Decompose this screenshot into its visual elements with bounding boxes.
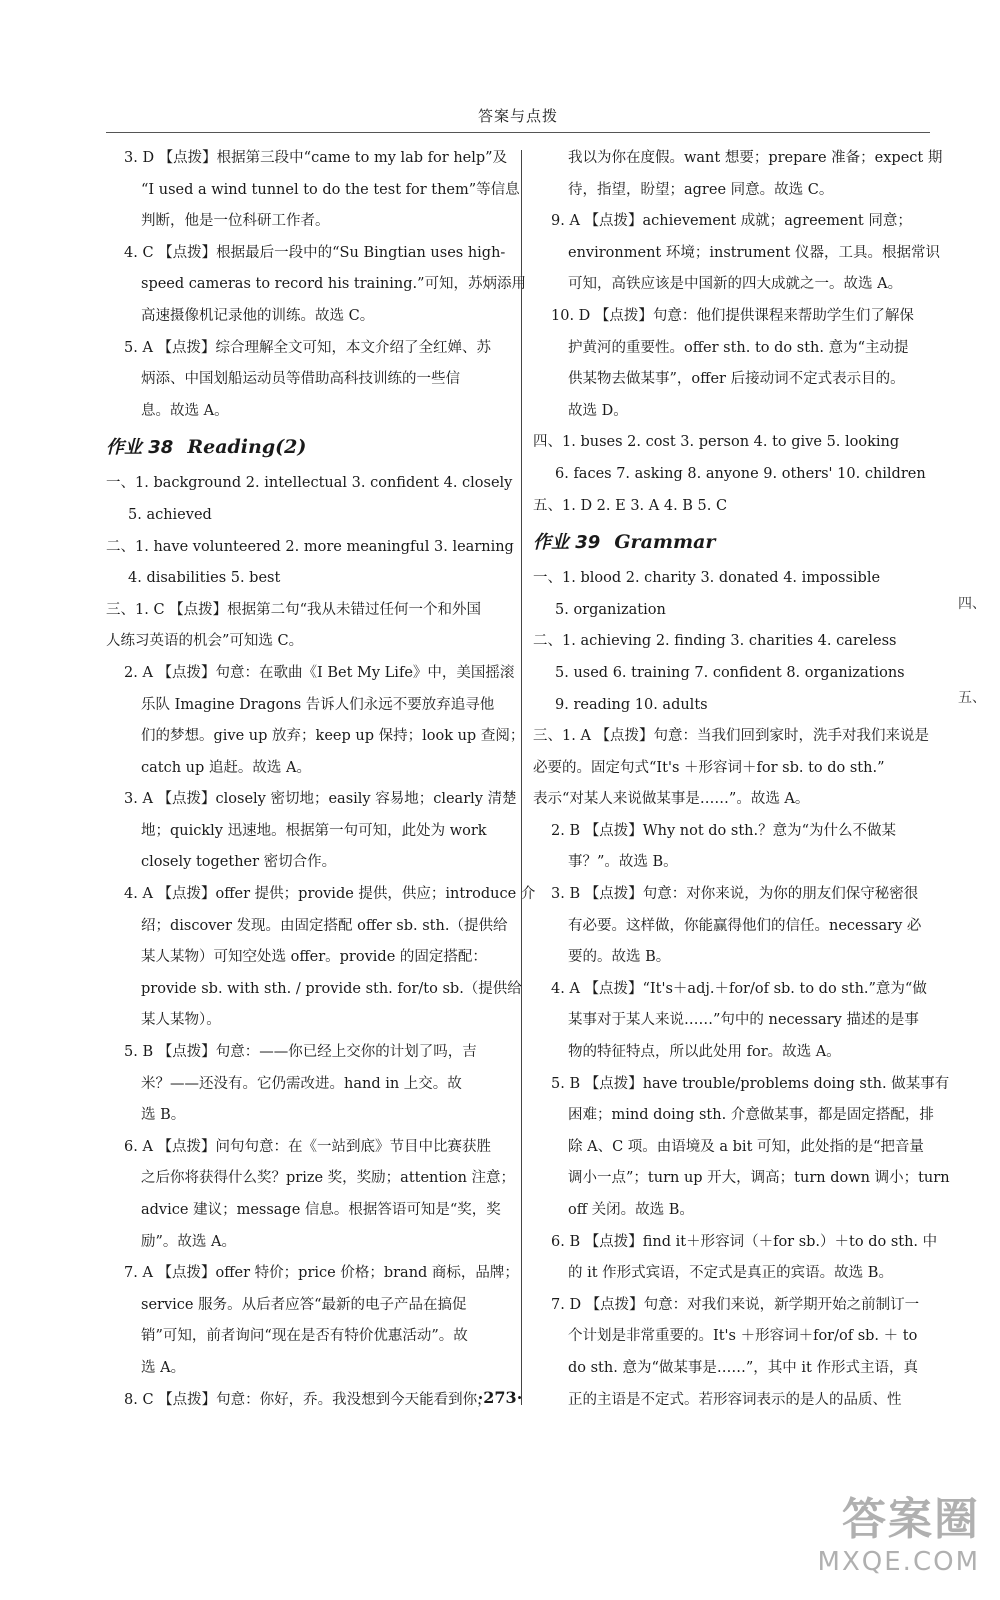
homework-39-subtitle: Grammar	[614, 531, 716, 554]
answer-line: “I used a wind tunnel to do the test for them”等信息	[141, 181, 520, 198]
answer-line: 4. C 【点拨】根据最后一段中的“Su Bingtian uses high-	[124, 244, 506, 261]
answer-line: 乐队 Imagine Dragons 告诉人们永远不要放弃追寻他	[141, 696, 495, 713]
homework-39-title	[533, 524, 930, 561]
answer-line: 供某物去做某事”，offer 后接动词不定式表示目的。	[568, 371, 905, 388]
answer-line: 地；quickly 迅速地。根据第一句可知，此处为 work	[141, 822, 487, 839]
answer-line: 5. B 【点拨】have trouble/problems doing sth. 做某事有	[551, 1075, 950, 1092]
answer-line: 某人某物）。	[141, 1012, 221, 1029]
answer-line: 3. A 【点拨】closely 密切地；easily 容易地；clearly 清楚	[124, 791, 517, 808]
homework-39-label: 作业 39	[533, 532, 601, 554]
answer-section	[533, 626, 930, 721]
answer-line: 三、1. C 【点拨】根据第二句“我从未错过任何一个和外国	[106, 601, 482, 618]
answer-section	[106, 468, 513, 531]
answer-line: 销”可知，前者询问“现在是否有特价优惠活动”。故	[141, 1328, 468, 1345]
answer-line: 们的梦想。give up 放弃；keep up 保持；look up 查阅；	[141, 728, 525, 745]
answer-line: 五、1. D 2. E 3. A 4. B 5. C	[533, 497, 728, 514]
answer-line: 炳添、中国划船运动员等借助高科技训练的一些信	[141, 371, 460, 388]
margin-mark-5: 五、	[958, 690, 986, 706]
answer-item	[533, 879, 930, 974]
answer-item	[106, 879, 536, 1037]
answer-line: closely together 密切合作。	[141, 854, 337, 871]
homework-38-title	[106, 429, 506, 466]
answer-item	[533, 1069, 950, 1227]
answer-line: 5. used 6. training 7. confident 8. organizations	[555, 664, 905, 681]
answer-section	[533, 427, 930, 490]
answer-line: 3. D 【点拨】根据第三段中“came to my lab for help”及	[124, 150, 508, 166]
answer-item	[533, 1227, 938, 1290]
answer-item	[106, 595, 506, 658]
answer-line: 4. disabilities 5. best	[128, 570, 281, 587]
answer-line: 要的。故选 B。	[568, 949, 671, 966]
answer-line: environment 环境；instrument 仪器，工具。根据常识	[568, 244, 940, 261]
answer-item	[533, 301, 930, 427]
answer-line: 判断，他是一位科研工作者。	[141, 213, 330, 230]
answer-line: 励”。故选 A。	[141, 1233, 236, 1250]
answer-line: 物的特征特点，所以此处用 for。故选 A。	[568, 1044, 841, 1061]
answer-line: 10. D 【点拨】句意：他们提供课程来帮助学生们了解保	[551, 307, 914, 324]
answer-line: 三、1. A 【点拨】句意：当我们回到家时，洗手对我们来说是	[533, 728, 930, 745]
answer-line: 护黄河的重要性。offer sth. to do sth. 意为“主动提	[568, 339, 909, 356]
answer-line: 4. A 【点拨】“It's＋adj.＋for/of sb. to do sth.”意为“做	[551, 980, 927, 997]
answer-line: off 关闭。故选 B。	[568, 1202, 694, 1218]
answer-line: 9. A 【点拨】achievement 成就；agreement 同意；	[551, 213, 912, 230]
answer-line: 选 A。	[141, 1359, 186, 1376]
answer-section	[533, 491, 930, 523]
answer-line: 绍；discover 发现。由固定搭配 offer sb. sth.（提供给	[141, 917, 508, 934]
answer-item	[106, 1385, 506, 1417]
answer-line: 6. B 【点拨】find it＋形容词（＋for sb.）＋to do sth. 中	[551, 1233, 938, 1250]
answer-item-continued	[533, 143, 943, 206]
answer-line: 故选 D。	[568, 402, 628, 419]
answer-line: 4. A 【点拨】offer 提供；provide 提供，供应；introduce 介	[124, 886, 536, 903]
page-number: ·273·	[477, 1388, 523, 1407]
answer-line: 正的主语是不定式。若形容词表示的是人的品质、性	[568, 1391, 902, 1408]
answer-item	[106, 333, 506, 428]
header-rule	[106, 132, 930, 133]
answer-line: 5. A 【点拨】综合理解全文可知，本文介绍了全红婵、苏	[124, 339, 492, 356]
answer-line: 调小一点”；turn up 开大，调高；turn down 调小；turn	[568, 1170, 950, 1187]
page-header: 答案与点拨	[477, 107, 558, 125]
answer-line: 我以为你在度假。want 想要；prepare 准备；expect 期	[568, 150, 943, 166]
answer-item	[533, 974, 930, 1069]
answer-line: 7. A 【点拨】offer 特价；price 价格；brand 商标，品牌；	[124, 1265, 519, 1282]
answer-line: 8. C 【点拨】句意：你好，乔。我没想到今天能看到你，	[124, 1391, 492, 1408]
answer-item	[533, 206, 940, 301]
answer-line: provide sb. with sth. / provide sth. for/to sb.（提供给	[141, 980, 522, 997]
answer-item	[106, 1037, 506, 1132]
answer-item	[533, 721, 930, 816]
answer-line: 2. B 【点拨】Why not do sth.？意为“为什么不做某	[551, 822, 897, 839]
answer-line: 5. achieved	[128, 506, 212, 523]
left-column	[106, 143, 536, 1416]
answer-line: 9. reading 10. adults	[555, 696, 708, 713]
answer-line: 息。故选 A。	[141, 402, 229, 419]
answer-line: 待，指望，盼望；agree 同意。故选 C。	[568, 181, 834, 198]
answer-line: 6. faces 7. asking 8. anyone 9. others' 10. children	[555, 465, 926, 482]
answer-line: 高速摄像机记录他的训练。故选 C。	[141, 307, 375, 324]
answer-line: 某人某物）可知空处选 offer。provide 的固定搭配：	[141, 949, 487, 966]
answer-line: advice 建议；message 信息。根据答语可知是“奖，奖	[141, 1202, 501, 1218]
answer-line: 二、1. have volunteered 2. more meaningful 3. learning	[106, 538, 514, 555]
answer-line: speed cameras to record his training.”可知，苏炳添用	[141, 276, 527, 293]
watermark-text: 答案圈	[842, 1494, 980, 1545]
answer-item	[533, 816, 930, 879]
watermark-url: MXQE.COM	[817, 1547, 980, 1577]
answer-item	[106, 1258, 519, 1384]
answer-line: 可知，高铁应该是中国新的四大成就之一。故选 A。	[568, 276, 903, 293]
answer-line: 米？——还没有。它仍需改进。hand in 上交。故	[141, 1075, 462, 1092]
column-divider	[521, 150, 522, 1405]
answer-line: 四、1. buses 2. cost 3. person 4. to give 5. looking	[533, 434, 900, 451]
answer-line: 6. A 【点拨】问句句意：在《一站到底》节目中比赛获胜	[124, 1138, 492, 1155]
answer-line: 一、1. background 2. intellectual 3. confident 4. closely	[106, 475, 513, 492]
answer-line: 5. B 【点拨】句意：——你已经上交你的计划了吗，吉	[124, 1044, 477, 1061]
answer-line: 3. B 【点拨】句意：对你来说，为你的朋友们保守秘密很	[551, 886, 919, 903]
answer-line: 有必要。这样做，你能赢得他们的信任。necessary 必	[568, 917, 922, 934]
answer-item	[106, 238, 527, 333]
answer-item	[106, 1132, 516, 1258]
answer-line: 5. organization	[555, 601, 666, 618]
right-column	[533, 143, 950, 1416]
answer-line: 必要的。固定句式“It's ＋形容词＋for sb. to do sth.”	[533, 759, 885, 776]
answer-line: 的 it 作形式宾语，不定式是真正的宾语。故选 B。	[568, 1265, 893, 1282]
answer-line: 一、1. blood 2. charity 3. donated 4. impossible	[533, 570, 881, 587]
answer-line: do sth. 意为“做某事是……”，其中 it 作形式主语，真	[568, 1359, 918, 1376]
homework-38-label: 作业 38	[106, 437, 174, 459]
answer-line: 除 A、C 项。由语境及 a bit 可知，此处指的是“把音量	[568, 1138, 924, 1155]
homework-38-subtitle: Reading(2)	[187, 436, 307, 459]
answer-item	[106, 784, 517, 879]
watermark-logo	[730, 1495, 980, 1585]
answer-line: 困难；mind doing sth. 介意做某事，都是固定搭配，排	[568, 1107, 934, 1124]
answer-line: 某事对于某人来说……”句中的 necessary 描述的是事	[568, 1012, 919, 1029]
answer-line: 之后你将获得什么奖？prize 奖，奖励；attention 注意；	[141, 1170, 516, 1187]
answer-line: service 服务。从后者应答“最新的电子产品在搞促	[141, 1296, 467, 1313]
answer-line: 事？”。故选 B。	[568, 854, 678, 871]
answer-item	[533, 1290, 930, 1416]
answer-item	[106, 143, 520, 238]
answer-line: 7. D 【点拨】句意：对我们来说，新学期开始之前制订一	[551, 1296, 920, 1313]
answer-section	[533, 563, 930, 626]
answer-section	[106, 532, 514, 595]
answer-line: 个计划是非常重要的。It's ＋形容词＋for/of sb. ＋ to	[568, 1328, 918, 1345]
answer-line: catch up 追赶。故选 A。	[141, 759, 311, 776]
answer-line: 选 B。	[141, 1107, 186, 1124]
answer-item	[106, 658, 525, 784]
answer-line: 2. A 【点拨】句意：在歌曲《I Bet My Life》中，美国摇滚	[124, 664, 515, 681]
answer-line: 表示“对某人来说做某事是……”。故选 A。	[533, 791, 810, 808]
margin-mark-4: 四、	[958, 596, 986, 612]
answer-line: 二、1. achieving 2. finding 3. charities 4. careless	[533, 633, 897, 650]
answer-line: 人练习英语的机会”可知选 C。	[106, 633, 304, 650]
